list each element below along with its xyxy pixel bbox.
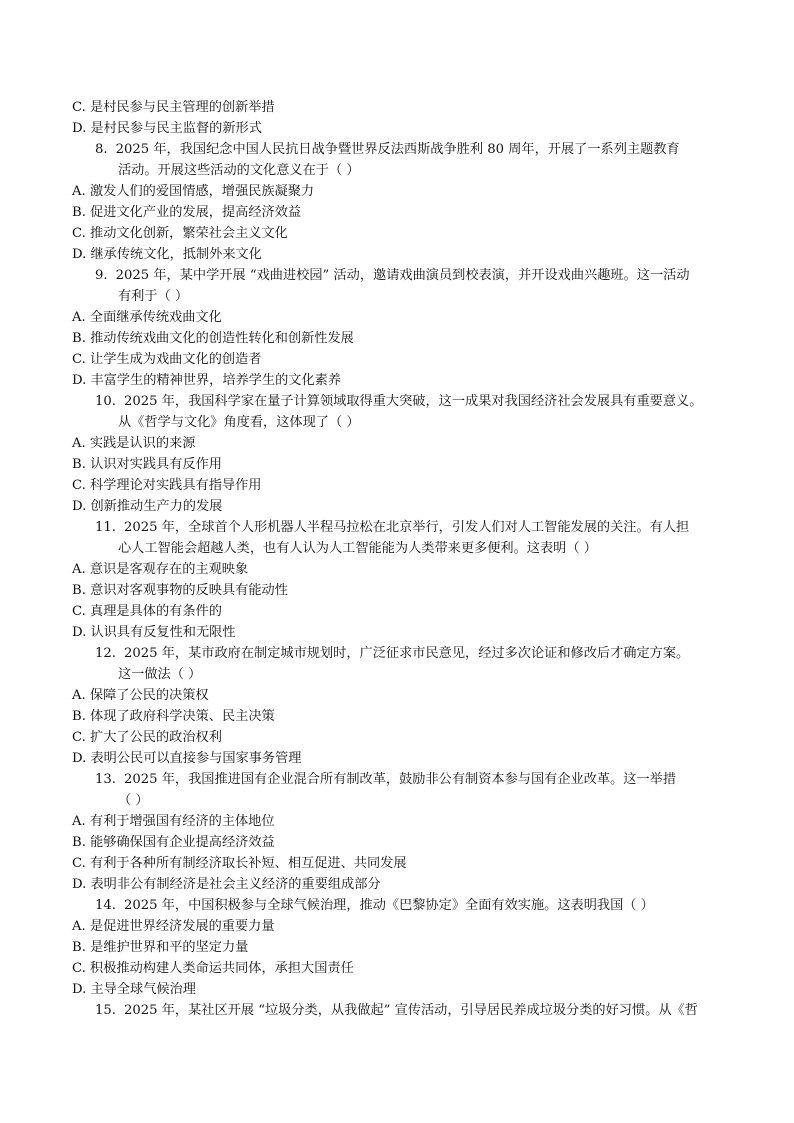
q14-option-a: A. 是促进世界经济发展的重要力量: [72, 919, 275, 934]
question-9-cont: 有利于（ ）: [118, 289, 189, 304]
q12-option-c: C. 扩大了公民的政治权利: [72, 730, 222, 745]
question-number: 11.: [95, 520, 116, 535]
q9-option-c: C. 让学生成为戏曲文化的创造者: [72, 352, 262, 367]
q10-option-a: A. 实践是认识的来源: [72, 436, 196, 451]
option-c-prev: C. 是村民参与民主管理的创新举措: [72, 100, 275, 115]
q12-option-a: A. 保障了公民的决策权: [72, 688, 209, 703]
q14-option-b: B. 是维护世界和平的坚定力量: [72, 940, 249, 955]
q14-option-d: D. 主导全球气候治理: [72, 982, 196, 997]
question-number: 9.: [95, 268, 108, 283]
question-9: [95, 265, 730, 286]
question-11: [95, 517, 730, 538]
question-text: 2025 年，全球首个人形机器人半程马拉松在北京举行，引发人们对人工智能发展的关注。有人担: [123, 520, 690, 535]
q14-option-c: C. 积极推动构建人类命运共同体，承担大国责任: [72, 961, 354, 976]
question-number: 13.: [95, 772, 116, 787]
q9-option-d: D. 丰富学生的精神世界，培养学生的文化素养: [72, 373, 342, 388]
question-text: 2025 年，某中学开展 “戏曲进校园” 活动，邀请戏曲演员到校表演，并开设戏曲兴趣班。这一活动: [115, 268, 690, 283]
question-text: 2025 年，某社区开展 “垃圾分类，从我做起” 宣传活动，引导居民养成垃圾分类的好习惯。从《哲: [123, 1003, 698, 1018]
question-number: 15.: [95, 1003, 116, 1018]
q8-option-d: D. 继承传统文化，抵制外来文化: [72, 247, 262, 262]
question-number: 14.: [95, 898, 116, 913]
q9-option-a: A. 全面继承传统戏曲文化: [72, 310, 222, 325]
q13-option-a: A. 有利于增强国有经济的主体地位: [72, 814, 275, 829]
q12-option-b: B. 体现了政府科学决策、民主决策: [72, 709, 275, 724]
q11-option-b: B. 意识对客观事物的反映具有能动性: [72, 583, 288, 598]
question-8-cont: 活动。开展这些活动的文化意义在于（ ）: [118, 163, 360, 178]
question-13-cont: （ ）: [118, 793, 149, 808]
question-11-cont: 心人工智能会超越人类，也有人认为人工智能能为人类带来更多便利。这表明（ ）: [118, 541, 597, 556]
question-number: 12.: [95, 646, 116, 661]
question-text: 2025 年，中国积极参与全球气候治理，推动《巴黎协定》全面有效实施。这表明我国（ ）: [123, 898, 654, 913]
question-number: 8.: [95, 142, 108, 157]
q10-option-d: D. 创新推动生产力的发展: [72, 499, 223, 514]
q11-option-d: D. 认识具有反复性和无限性: [72, 625, 236, 640]
q10-option-b: B. 认识对实践具有反作用: [72, 457, 222, 472]
q8-option-c: C. 推动文化创新，繁荣社会主义文化: [72, 226, 288, 241]
question-text: 2025 年，某市政府在制定城市规划时，广泛征求市民意见，经过多次论证和修改后才确定方案。: [123, 646, 690, 661]
q12-option-d: D. 表明公民可以直接参与国家事务管理: [72, 751, 302, 766]
q11-option-c: C. 真理是具体的有条件的: [72, 604, 222, 619]
q10-option-c: C. 科学理论对实践具有指导作用: [72, 478, 262, 493]
question-14: [95, 895, 730, 916]
q13-option-d: D. 表明非公有制经济是社会主义经济的重要组成部分: [72, 877, 381, 892]
q9-option-b: B. 推动传统戏曲文化的创造性转化和创新性发展: [72, 331, 354, 346]
question-8: [95, 139, 730, 160]
question-12: [95, 643, 730, 664]
question-text: 2025 年，我国科学家在量子计算领域取得重大突破，这一成果对我国经济社会发展具有重要意义。: [123, 394, 703, 409]
q13-option-c: C. 有利于各种所有制经济取长补短、相互促进、共同发展: [72, 856, 407, 871]
question-text: 2025 年，我国推进国有企业混合所有制改革，鼓励非公有制资本参与国有企业改革。这一举措: [123, 772, 677, 787]
question-10: [95, 391, 730, 412]
question-10-cont: 从《哲学与文化》角度看，这体现了（ ）: [118, 415, 360, 430]
q8-option-a: A. 激发人们的爱国情感，增强民族凝聚力: [72, 184, 315, 199]
option-d-prev: D. 是村民参与民主监督的新形式: [72, 121, 262, 136]
question-text: 2025 年，我国纪念中国人民抗日战争暨世界反法西斯战争胜利 80 周年，开展了一系列主题教育: [115, 142, 680, 157]
q11-option-a: A. 意识是客观存在的主观映象: [72, 562, 249, 577]
question-number: 10.: [95, 394, 116, 409]
q8-option-b: B. 促进文化产业的发展，提高经济效益: [72, 205, 302, 220]
question-12-cont: 这一做法（ ）: [118, 667, 202, 682]
q13-option-b: B. 能够确保国有企业提高经济效益: [72, 835, 275, 850]
question-13: [95, 769, 730, 790]
question-15: [95, 1000, 730, 1021]
